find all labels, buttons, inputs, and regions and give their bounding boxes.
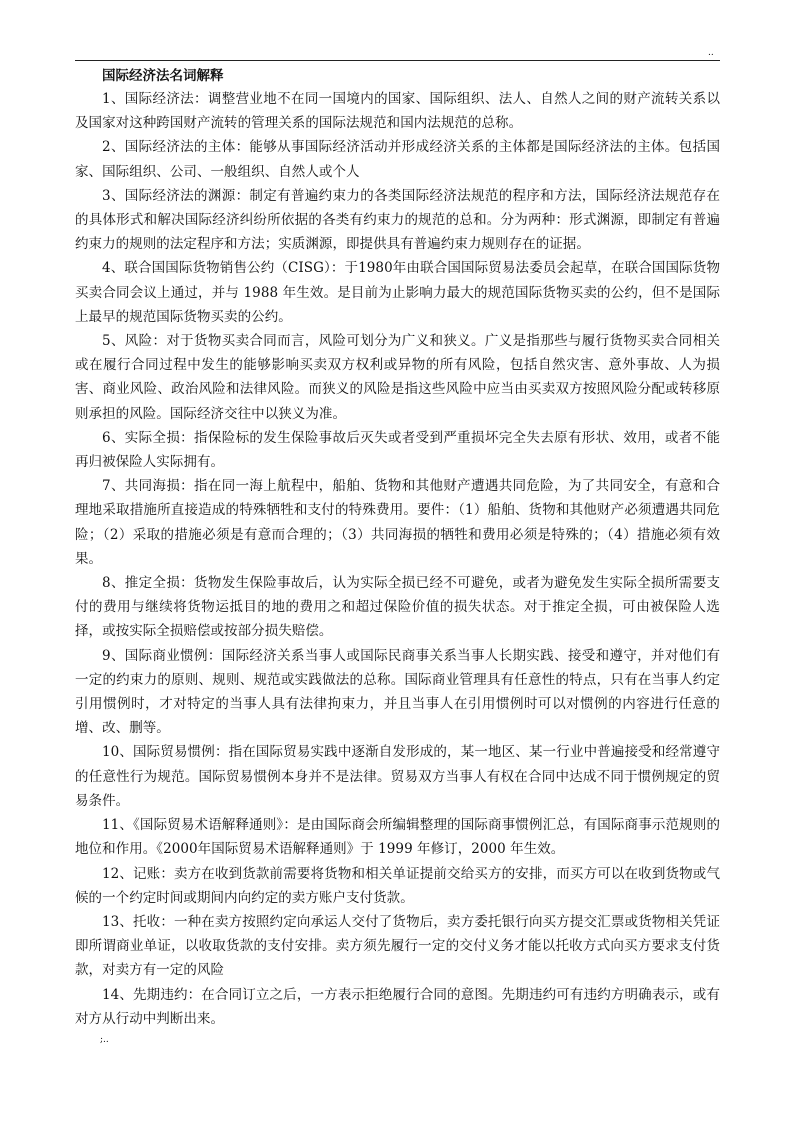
definition-entry-5: 5、风险：对于货物买卖合同而言，风险可划分为广义和狭义。广义是指那些与履行货物买卖合同相关或在履行合同过程中发生的能够影响买卖双方权利或异物的所有风险，包括自然灾害、意外事故、人为损害、商业风险、政治风险和法律风险。而狭义的风险是指这些风险中应当由买卖双方按照风险分配或转移原则承担的风险。国际经济交往中以狭义为准。: [75, 333, 720, 422]
definition-entry-6: 6、实际全损：指保险标的发生保险事故后灭失或者受到严重损坏完全失去原有形状、效用，或者不能再归被保险人实际拥有。: [75, 429, 720, 471]
definition-entry-13: 13、托收：一种在卖方按照约定向承运人交付了货物后，卖方委托银行向买方提交汇票或货物相关凭证即所谓商业单证，以收取货款的支付安排。卖方须先履行一定的交付义务才能以托收方式向买方要求支付货款，对卖方有一定的风险: [75, 913, 720, 979]
definition-entry-12: 12、记账：卖方在收到货款前需要将货物和相关单证提前交给买方的安排，而买方可以在收到货物或气候的一个约定时间或期间内向约定的卖方账户支付货款。: [75, 865, 720, 906]
definition-entry-4: 4、联合国国际货物销售公约（CISG）：于1980年由联合国国际贸易法委员会起草，在联合国国际货物买卖合同会议上通过，并与 1988 年生效。是目前为止影响力最大的规范国际货物买卖的公约，但不是国际上最早的规范国际货物买卖的公约。: [75, 260, 720, 325]
document-body: [75, 66, 720, 1031]
document-title: 国际经济法名词解释: [102, 68, 224, 84]
definition-entry-9: 9、国际商业惯例：国际经济关系当事人或国际民商事关系当事人长期实践、接受和遵守，并对他们有一定的约束力的原则、规则、规范或实践做法的总称。国际商业管理具有任意性的特点，只有在当事人约定引用惯例时，才对特定的当事人具有法律拘束力，并且当事人在引用惯例时可以对惯例的内容进行任意的增、改、删等。: [75, 647, 720, 737]
definition-entry-14: 14、先期违约：在合同订立之后，一方表示拒绝履行合同的意图。先期违约可有违约方明确表示，或有对方从行动中判断出来。: [75, 986, 720, 1027]
definition-entry-1: 1、国际经济法：调整营业地不在同一国境内的国家、国际组织、法人、自然人之间的财产流转关系以及国家对这种跨国财产流转的管理关系的国际法规范和国内法规范的总称。: [75, 91, 720, 132]
header-mark: ..: [708, 48, 714, 58]
definition-entry-11: 11、《国际贸易术语解释通则》：是由国际商会所编辑整理的国际商事惯例汇总，有国际商事示范规则的地位和作用。《2000年国际贸易术语解释通则》于 1999 年修订，2000 年生效。: [75, 817, 720, 858]
header-rule: [75, 60, 720, 61]
footer-mark: ;..: [100, 1035, 109, 1045]
definition-entry-3: 3、国际经济法的渊源：制定有普遍约束力的各类国际经济法规范的程序和方法，国际经济法规范存在的具体形式和解决国际经济纠纷所依据的各类有约束力的规范的总和。分为两种：形式渊源，即制定有普遍约束力的规则的法定程序和方法；实质渊源，即提供具有普遍约束力规则存在的证据。: [75, 187, 720, 253]
definition-entry-8: 8、推定全损：货物发生保险事故后，认为实际全损已经不可避免，或者为避免发生实际全损所需要支付的费用与继续将货物运抵目的地的费用之和超过保险价值的损失状态。对于推定全损，可由被保险人选择，或按实际全损赔偿或按部分损失赔偿。: [75, 575, 720, 640]
definition-entry-10: 10、国际贸易惯例：指在国际贸易实践中逐渐自发形成的，某一地区、某一行业中普遍接受和经常遵守的任意性行为规范。国际贸易惯例本身并不是法律。贸易双方当事人有权在合同中达成不同于惯例规定的贸易条件。: [75, 744, 720, 809]
definition-entry-7: 7、共同海损：指在同一海上航程中，船舶、货物和其他财产遭遇共同危险，为了共同安全，有意和合理地采取措施所直接造成的特殊牺牲和支付的特殊费用。要件：（1）船舶、货物和其他财产必须遭遇共同危险；（2）采取的措施必须是有意而合理的；（3）共同海损的牺牲和费用必须是特殊的；（4）措施必须有效果。: [75, 478, 720, 567]
definition-entry-2: 2、国际经济法的主体：能够从事国际经济活动并形成经济关系的主体都是国际经济法的主体。包括国家、国际组织、公司、一般组织、自然人或个人: [75, 139, 720, 180]
